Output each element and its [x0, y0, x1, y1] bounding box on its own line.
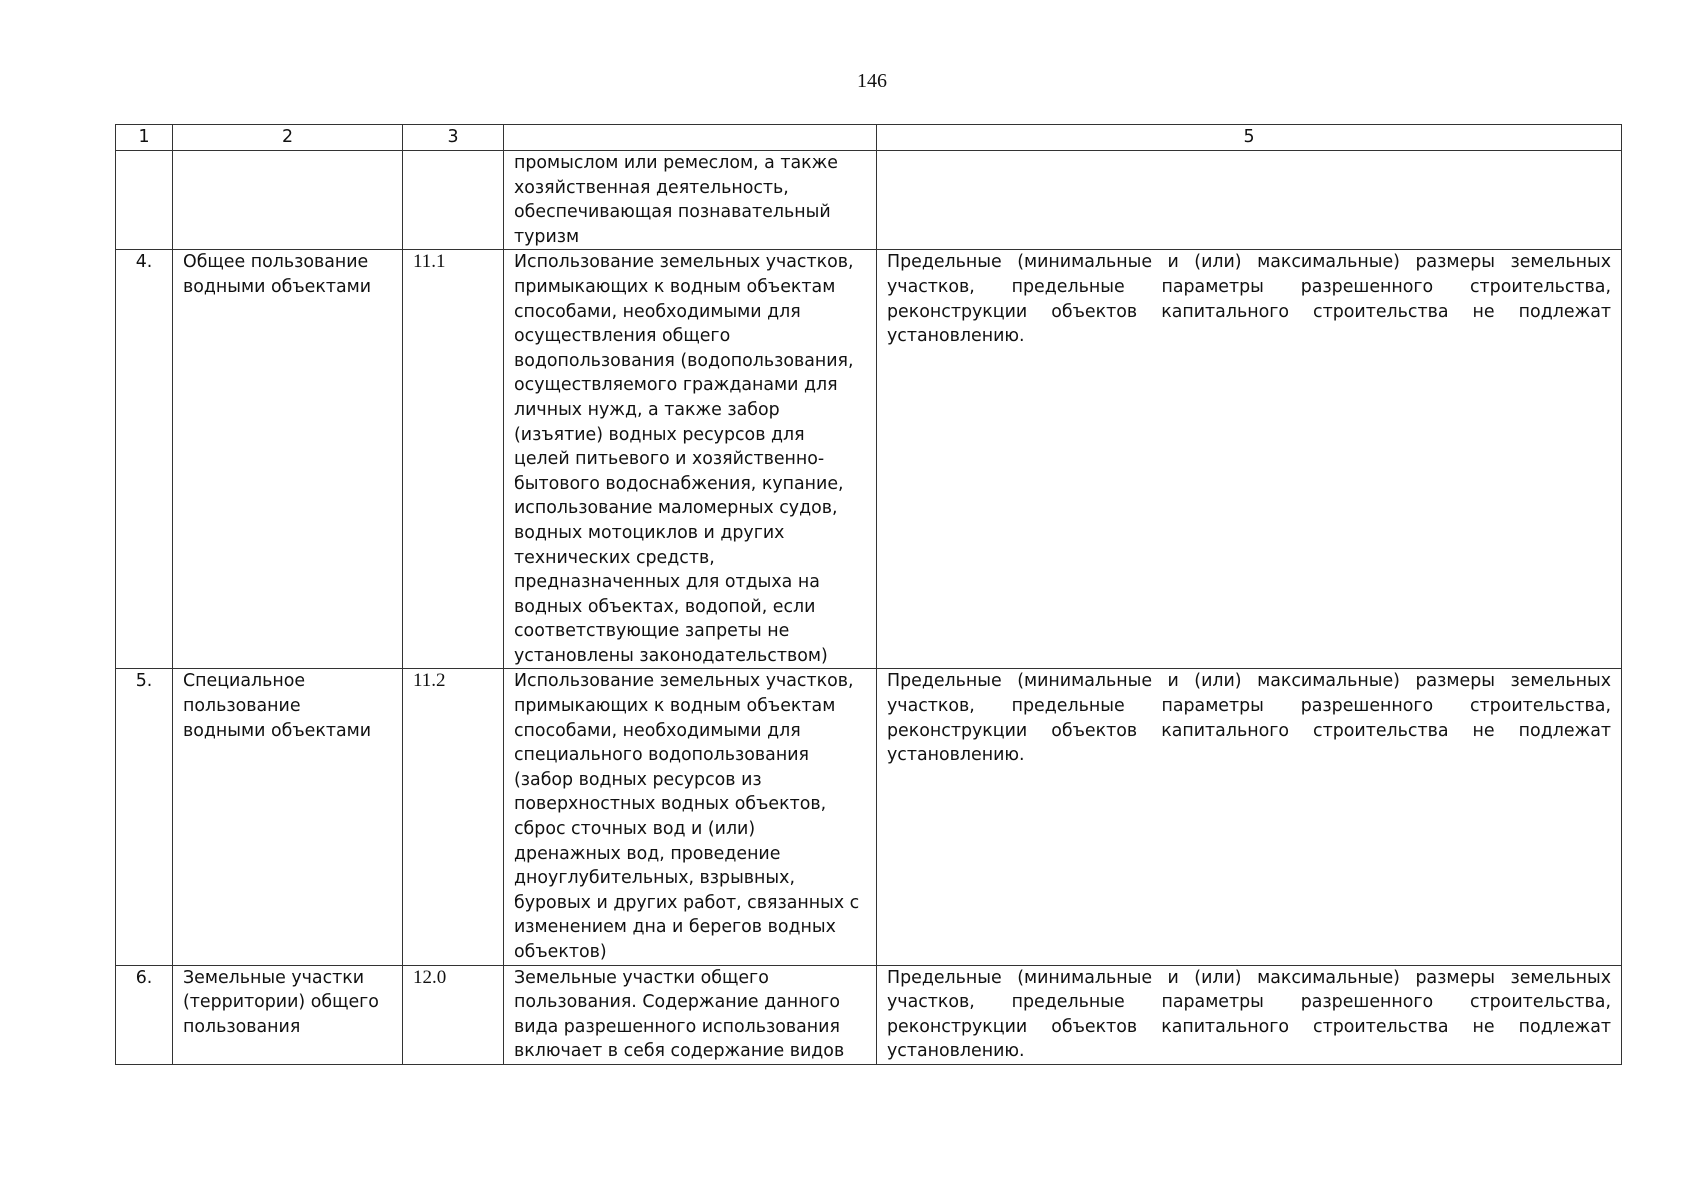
row-number: 6.: [116, 965, 173, 1064]
table-row: [116, 250, 1622, 669]
table-row: [116, 965, 1622, 1064]
column-header-4: [504, 125, 877, 151]
use-type-name: Земельные участки (территории) общего пользования: [173, 965, 403, 1064]
use-type-parameters: [877, 151, 1622, 250]
use-type-name: Общее пользование водными объектами: [173, 250, 403, 669]
column-header-2: 2: [173, 125, 403, 151]
use-type-name: Специальное пользование водными объектами: [173, 669, 403, 965]
page-number: 146: [857, 70, 887, 92]
use-type-description: Использование земельных участков, примыкающих к водным объектам способами, необходимыми для осуществления общего водопользования (водопользования, осуществляемого гражданами для личных нужд, а также забор (изъятие) водных ресурсов для целей питьевого и хозяйственно- бытового водоснабжения, купание, использование маломерных судов, водных мотоциклов и других технических средств, предназначенных для отдыха на водных объектах, водопой, если соответствующие запреты не установлены законодательством): [504, 250, 877, 669]
table-row: [116, 151, 1622, 250]
use-type-code: 12.0: [403, 965, 504, 1064]
table-header-row: [116, 125, 1622, 151]
row-number: 5.: [116, 669, 173, 965]
use-type-parameters: Предельные (минимальные и (или) максимальные) размеры земельных участков, предельные параметры разрешенного строительства, реконструкции объектов капитального строительства не подлежат установлению.: [877, 965, 1622, 1064]
use-type-name: [173, 151, 403, 250]
land-use-table: [115, 124, 1622, 1065]
use-type-description: промыслом или ремеслом, а также хозяйственная деятельность, обеспечивающая познавательный туризм: [504, 151, 877, 250]
column-header-3: 3: [403, 125, 504, 151]
use-type-code: 11.1: [403, 250, 504, 669]
row-number: [116, 151, 173, 250]
use-type-code: [403, 151, 504, 250]
use-type-description: Использование земельных участков, примыкающих к водным объектам способами, необходимыми для специального водопользования (забор водных ресурсов из поверхностных водных объектов, сброс сточных вод и (или) дренажных вод, проведение дноуглубительных, взрывных, буровых и других работ, связанных с изменением дна и берегов водных объектов): [504, 669, 877, 965]
use-type-parameters: Предельные (минимальные и (или) максимальные) размеры земельных участков, предельные параметры разрешенного строительства, реконструкции объектов капитального строительства не подлежат установлению.: [877, 669, 1622, 965]
use-type-code: 11.2: [403, 669, 504, 965]
row-number: 4.: [116, 250, 173, 669]
table-row: [116, 669, 1622, 965]
use-type-parameters: Предельные (минимальные и (или) максимальные) размеры земельных участков, предельные параметры разрешенного строительства, реконструкции объектов капитального строительства не подлежат установлению.: [877, 250, 1622, 669]
column-header-5: 5: [877, 125, 1622, 151]
column-header-1: 1: [116, 125, 173, 151]
use-type-description: Земельные участки общего пользования. Содержание данного вида разрешенного использования включает в себя содержание видов: [504, 965, 877, 1064]
